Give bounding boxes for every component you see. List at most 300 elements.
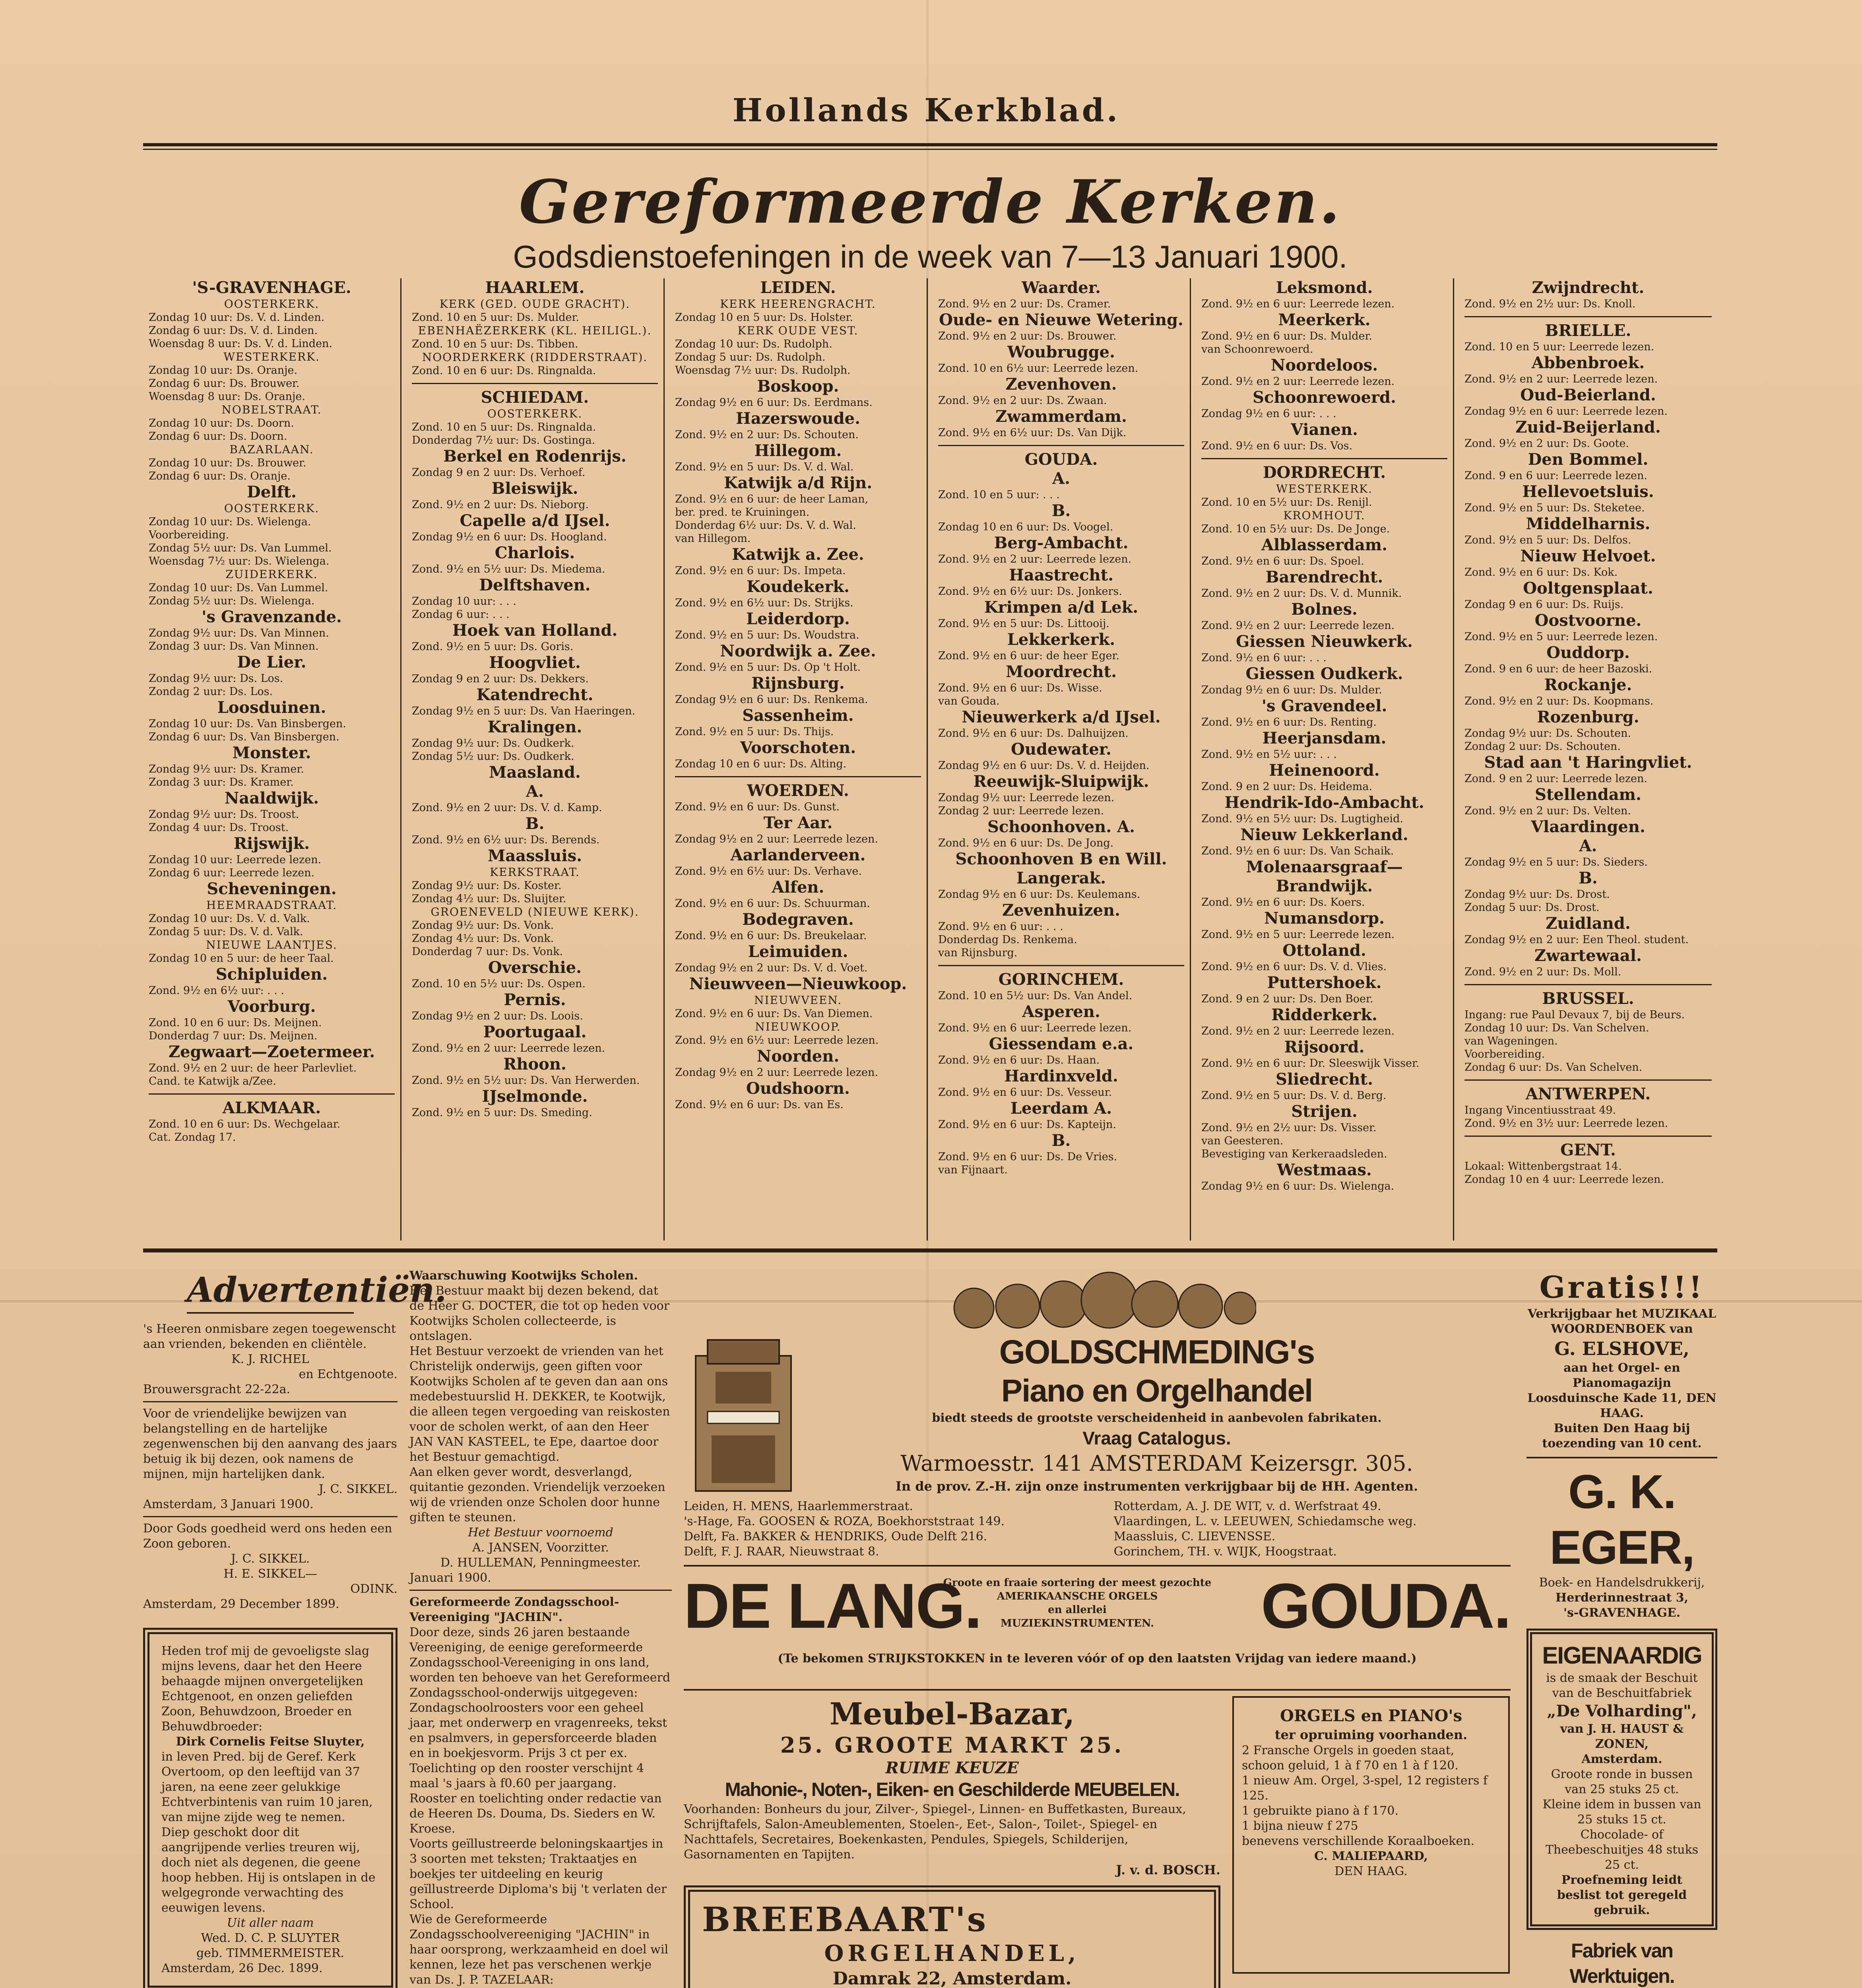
church-building: NOBELSTRAAT. [221, 403, 322, 416]
congregation-name: Zevenhoven. [1005, 375, 1117, 394]
congregation-name: 's Gravendeel. [1261, 697, 1387, 715]
service-time: Donderdag 7½ uur: Ds. Gostinga. [412, 434, 595, 447]
service-time: Donderdag Ds. Renkema. [938, 934, 1077, 946]
service-time: Zondag 9½ en 2 uur: Leerrede lezen. [675, 833, 878, 845]
church-building: KERK HEERENGRACHT. [720, 297, 876, 311]
service-time: Lokaal: Wittenbergstraat 14. [1464, 1160, 1622, 1173]
service-time: Zondag 10 uur: Ds. Van Lummel. [149, 582, 328, 594]
service-time: Zondag 10 en 5 uur: Ds. Holster. [675, 311, 853, 324]
kootwijk-warning: Waarschuwing Kootwijks Scholen. Het Bestuur maakt bij dezen bekend, dat de Heer G. DOCTER, die tot op heden voor Kootwijks Scholen collecteerde, is ontslagen. Het Bestuur verzoekt de vrienden van het Christelijk onderwijs, geen giften voor Kootwijks Scholen af te geven dan aan ons medebestuurslid H. DEKKER, te Kootwijk, die alleen tegen vergoeding van reiskosten voor de scholen werkt, of aan den Heer JAN VAN KASTEEL, te Epe, daartoe door het Bestuur gemachtigd. Aan elken gever wordt, desverlangd, quitantie gezonden. Vriendelijk verzoeken wij de vrienden onze Scholen door hunne giften te steunen. Het Bestuur voornoemd A. JANSEN, Voorzitter. D. HULLEMAN, Penningmeester. Januari 1900. [409, 1269, 670, 1585]
service-time: Zond. 9½ en 6 uur: Ds. Renting. [1201, 716, 1377, 728]
service-time: Zond. 9½ en 2 uur: Ds. Velten. [1464, 805, 1631, 817]
service-time: Zondag 9½ uur: Leerrede lezen. [938, 792, 1115, 804]
congregation-name: Nieuw Helvoet. [1520, 547, 1656, 565]
goldschmeding-ad: GOLDSCHMEDING's Piano en Orgelhandel biedt steeds de grootste verscheidenheid in aanbevolen fabrikaten. Vraag Catalogus. Warmoesstr. 141 AMSTERDAM Keizersgr. 305. In de prov. Z.-H. zijn onze instrumenten verkrijgbaar bij de HH. Agenten. Leiden, H. MENS, Haarlemmerstraat. 's-Hage, Fa. GOOSEN & ROZA, Boekhorststraat 149. Delft, Fa. BAKKER & HENDRIKS, Oude Delft 216. Delft, F. J. RAAR, Nieuwstraat 8. Rotterdam, A. J. DE WIT, v. d. Werfstraat 49. Vlaardingen, L. v. LEEUWEN, Schiedamsche weg. Maassluis, C. LIEVENSSE. Gorinchem, TH. v. WIJK, Hoogstraat. [684, 1268, 1511, 1559]
congregation-name: Barendrecht. [1265, 568, 1383, 586]
service-time: Zond. 9½ en 5 uur: Ds. Steketee. [1464, 502, 1645, 514]
fabriek-werktuigen-ad: Fabriek van Werktuigen. [1569, 1939, 1674, 1987]
service-time: Zond. 9½ en 2 uur: Ds. Cramer. [938, 298, 1111, 310]
service-time: Zond. 9½ en 2 uur: Ds. Goote. [1464, 437, 1629, 450]
congregation-name: Zegwaart—Zoetermeer. [168, 1043, 375, 1061]
congregation-name: Zwammerdam. [995, 407, 1127, 426]
service-time: Zond. 9½ en 6 uur: Ds. Breukelaar. [675, 930, 867, 942]
service-time: Zond. 9 en 2 uur: Ds. Heidema. [1201, 780, 1373, 793]
service-time: Zondag 2 uur: Ds. Schouten. [1464, 740, 1621, 753]
service-time: Zondag 3 uur: Ds. Van Minnen. [149, 640, 319, 652]
service-time: Zond. 9½ en 6½ uur: Ds. Jonkers. [938, 585, 1122, 598]
congregation-name: Nieuwveen—Nieuwkoop. [689, 975, 907, 993]
service-time: Zondag 5 uur: Ds. Rudolph. [675, 351, 826, 363]
service-time: Zondag 6 uur: Ds. Van Binsbergen. [149, 731, 339, 743]
service-time: Zondag 9½ uur: Ds. Troost. [149, 808, 299, 821]
service-time: Zond. 9½ en 6 uur: Leerrede lezen. [938, 1022, 1132, 1034]
richel-greeting: 's Heeren onmisbare zegen toegewenscht aan vrienden, bekenden en cliëntèle. K. J. RICHEL en Echtgenoote. Brouwersgracht 22-22a. [143, 1322, 398, 1396]
congregation-name: B. [525, 814, 545, 833]
service-time: Zond. 9½ en 6 uur: Ds. V. d. Vlies. [1201, 961, 1387, 973]
congregation-name: Schoonrewoerd. [1253, 388, 1396, 407]
service-time: Zondag 9½ uur: Ds. Koster. [412, 879, 562, 892]
section-divider [1464, 316, 1712, 317]
congregation-name: Molenaarsgraaf—Brandwijk. [1246, 858, 1403, 895]
congregation-name: Loosduinen. [217, 698, 326, 717]
congregation-name: Rijswijk. [233, 834, 310, 853]
congregation-name: Vlaardingen. [1531, 817, 1645, 836]
church-building: GROENEVELD (NIEUWE KERK). [431, 905, 639, 918]
service-time: Ingang: rue Paul Devaux 7, bij de Beurs. [1464, 1009, 1685, 1021]
service-time: Zondag 10 uur: Ds. V. d. Valk. [149, 912, 310, 925]
service-time: Zond. 9½ en 6 uur: Ds. De Vries. [938, 1151, 1117, 1163]
section-divider [938, 445, 1184, 446]
service-time: Zond. 9½ en 6½ uur: . . . [149, 984, 284, 997]
congregation-name: Zwartewaal. [1534, 946, 1642, 965]
service-time: Zondag 9½ en 6 uur: Ds. Renkema. [675, 693, 868, 706]
congregation-name: Heerjansdam. [1262, 729, 1387, 747]
section-divider [149, 1093, 395, 1095]
service-time: Zond. 10 en 6 uur: Ds. Meijnen. [149, 1017, 322, 1029]
congregation-name: Sassenheim. [742, 706, 854, 725]
congregation-name: A. [526, 782, 544, 801]
congregation-name: Hardinxveld. [1004, 1067, 1118, 1085]
service-time: Zondag 9½ en 6 uur: . . . [1201, 408, 1336, 420]
service-time: Zond. 9 en 2 uur: Ds. Den Boer. [1201, 993, 1373, 1005]
congregation-name: Katwijk a/d Rijn. [723, 474, 873, 492]
service-time: Zondag 5 uur: Ds. Drost. [1464, 901, 1600, 914]
congregation-name: Katendrecht. [476, 685, 594, 704]
service-time: Zondag 5 uur: Ds. V. d. Valk. [149, 926, 303, 938]
service-time: Zondag 6 uur: Ds. Brouwer. [149, 377, 300, 390]
congregation-name: Reeuwijk-Sluipwijk. [973, 772, 1149, 791]
service-time: Zond. 9½ en 5 uur: Ds. V. d. Wal. [675, 461, 854, 473]
advertisements-heading: Advertentiën. [187, 1268, 354, 1314]
service-time: Zond. 9½ en 2 uur: Ds. Zwaan. [938, 394, 1107, 407]
page-title: Gereformeerde Kerken. [519, 167, 1342, 237]
service-time: Zondag 9½ uur: Ds. Van Minnen. [149, 627, 329, 639]
ads-divider [143, 1248, 1717, 1252]
congregation-name: Oudshoorn. [746, 1079, 850, 1098]
congregation-name: Zuid-Beijerland. [1515, 418, 1661, 437]
congregation-name: Naaldwijk. [224, 789, 319, 808]
service-time: Zond. 9½ en 6 uur: Ds. Kok. [1464, 566, 1618, 579]
congregation-name: ALKMAAR. [222, 1099, 321, 1117]
service-time: Zond. 9½ en 5 uur: Ds. Thijs. [675, 726, 834, 738]
congregation-name: Schoonhoven. A. [987, 817, 1135, 836]
congregation-name: Nieuwerkerk a/d IJsel. [962, 708, 1161, 726]
service-time: Zondag 10 uur: Ds. Wielenga. [149, 516, 311, 528]
service-time: Zond. 10 en 5 uur: Ds. Mulder. [412, 311, 579, 324]
service-time: Bevestiging van Kerkeraadsleden. [1201, 1148, 1387, 1160]
service-time: Zond. 9½ en 6 uur: Ds. Schuurman. [675, 897, 870, 910]
sikkel-birth: Door Gods goedheid werd ons heden een Zoon geboren. J. C. SIKKEL. H. E. SIKKEL— ODINK. Amsterdam, 29 December 1899. [143, 1522, 398, 1611]
sluyter-obituary: Heden trof mij de gevoeligste slag mijns levens, daar het den Heere behaagde mijnen onvergetelijken Echtgenoot, en onzen geliefden Zoon, Behuwdzoon, Broeder en Behuwdbroeder: Dirk Cornelis Feitse Sluyter, in leven Pred. bij de Geref. Kerk Overtoom, op den leeftijd van 37 jaren, na eene zeer gelukkige Echtverbintenis van ruim 10 jaren, van mijne zijde weg te nemen. Diep geschokt door dit aangrijpende verlies treuren wij, doch niet als degenen, die geene hoop hebben. Hij is ontslapen in de welgegronde verwachting des eeuwigen levens. Uit aller naam Wed. D. C. P. SLUYTER geb. TIMMERMEISTER. Amsterdam, 26 Dec. 1899. [143, 1628, 398, 1988]
service-time: Zond. 9½ en 6 uur: Ds. Wisse. [938, 682, 1102, 694]
congregation-name: B. [1051, 501, 1071, 520]
service-time: Zond. 9½ en 6 uur: Ds. Mulder. [1201, 330, 1372, 342]
congregation-name: Rijsoord. [1284, 1038, 1365, 1056]
congregation-name: Schoonhoven B en Will. [955, 850, 1167, 868]
service-time: Zondag 5½ uur: Ds. Oudkerk. [412, 750, 574, 763]
service-time: Zond. 9½ en 6 uur: Ds. De Jong. [938, 837, 1114, 849]
service-time: Zond. 9½ en 6 uur: Ds. Gunst. [675, 801, 840, 813]
church-building: NIEUWVEEN. [754, 994, 842, 1007]
section-divider [1464, 1079, 1712, 1081]
service-time: Zond. 9½ en 6½ uur: Leerrede lezen. [675, 1034, 879, 1046]
congregation-name: Sliedrecht. [1275, 1070, 1373, 1089]
church-building: OOSTERKERK. [487, 407, 583, 420]
service-time: Zondag 9½ en 6 uur: Ds. Eerdmans. [675, 396, 873, 409]
service-time: Zondag 10 uur: Ds. V. d. Linden. [149, 311, 325, 324]
service-time: Zond. 9½ en 6 uur: . . . [1201, 652, 1327, 664]
service-time: Zondag 10 uur: Ds. Van Binsbergen. [149, 718, 346, 730]
congregation-name: GORINCHEM. [998, 970, 1124, 989]
service-time: Zondag 10 uur: Ds. Oranje. [149, 364, 298, 377]
congregation-name: Abbenbroek. [1531, 353, 1645, 372]
congregation-name: Waarder. [1021, 278, 1101, 297]
congregation-name: Voorschoten. [740, 738, 856, 757]
congregation-name: Middelharnis. [1526, 514, 1651, 533]
service-time: van Rijnsburg. [938, 947, 1018, 959]
church-building: OOSTERKERK. [224, 297, 320, 311]
congregation-name: Charlois. [495, 544, 575, 562]
service-time: Zond. 9½ en 6 uur: Dr. Sleeswijk Visser. [1201, 1057, 1420, 1070]
service-time: Zond. 9 en 6 uur: Leerrede lezen. [1464, 470, 1648, 482]
church-building: NIEUWKOOP. [755, 1020, 841, 1033]
service-time: Zondag 10 uur: . . . [412, 595, 516, 608]
service-time: Voorbereiding. [149, 529, 229, 541]
congregation-name: Woubrugge. [1007, 343, 1115, 361]
service-time: Zond. 9 en 6 uur: de heer Bazoski. [1464, 663, 1653, 675]
congregation-name: Alblasserdam. [1261, 536, 1387, 554]
congregation-name: De Lier. [237, 653, 306, 672]
congregation-name: Zuidland. [1546, 914, 1631, 933]
service-time: Zond. 9½ en 2 uur: Ds. V. d. Kamp. [412, 802, 602, 814]
congregation-name: Delftshaven. [479, 576, 591, 594]
service-time: Zondag 6 uur: Ds. Doorn. [149, 430, 287, 443]
eger-ad: G. K. EGER, Boek- en Handelsdrukkerij, Herderinnestraat 3, 's-GRAVENHAGE. [1539, 1465, 1705, 1620]
services-column [933, 278, 1191, 1241]
congregation-name: Strijen. [1291, 1102, 1358, 1121]
congregation-name: Rockanje. [1544, 676, 1632, 694]
church-building: HEEMRAADSTRAAT. [206, 899, 337, 912]
congregation-name: Leiderdorp. [746, 610, 850, 628]
congregation-name: BRIELLE. [1545, 321, 1631, 340]
service-time: Zondag 6 uur: Ds. V. d. Linden. [149, 324, 318, 337]
service-time: Zond. 9½ en 6 uur: Ds. Van Schaik. [1201, 845, 1394, 857]
service-time: Zond. 9½ en 5 uur: Ds. Woudstra. [675, 629, 859, 641]
services-columns [143, 278, 1717, 1241]
service-time: Zond. 9½ en 2 uur: Ds. V. d. Munnik. [1201, 587, 1402, 600]
breebaart-ad: BREEBAART's ORGELHANDEL, Damrak 22, Amsterdam. [684, 1885, 1220, 1988]
service-time: Zond. 9½ en 6½ uur: Ds. Berends. [412, 834, 600, 846]
service-time: Zondag 5½ uur: Ds. Wielenga. [149, 595, 315, 607]
congregation-name: Ter Aar. [763, 813, 833, 832]
service-time: Zond. 9½ en 6 uur: Ds. Haan. [938, 1054, 1100, 1066]
congregation-name: Schipluiden. [215, 965, 328, 984]
service-time: Zondag 9½ uur: Ds. Kramer. [149, 763, 304, 775]
service-time: Zond. 9½ en 5½ uur: Ds. Lugtigheid. [1201, 813, 1403, 825]
service-time: Zondag 5½ uur: Ds. Van Lummel. [149, 542, 332, 554]
congregation-name: WOERDEN. [747, 781, 849, 800]
service-time: Zondag 9½ uur: Ds. Los. [149, 672, 283, 685]
service-time: Zond. 9½ en 2 uur: Ds. Schouten. [675, 429, 859, 441]
service-time: Donderdag 7 uur: Ds. Meijnen. [149, 1030, 318, 1042]
service-time: Zondag 9½ uur: Ds. Oudkerk. [412, 737, 574, 749]
service-time: Zond. 9½ en 2 uur: Leerrede lezen. [1201, 375, 1395, 388]
service-time: van Geesteren. [1201, 1135, 1284, 1147]
congregation-name: Stellendam. [1535, 785, 1641, 804]
service-time: van Wageningen. [1464, 1035, 1558, 1047]
service-time: Zond. 9½ en 6 uur: Ds. Dalhuijzen. [938, 727, 1129, 740]
congregation-name: Alfen. [772, 878, 824, 897]
congregation-name: Hillegom. [754, 441, 842, 460]
service-time: Donderdag 6½ uur: Ds. V. d. Wal. [675, 519, 856, 532]
service-time: Zond. 9½ en 2 uur: Leerrede lezen. [1201, 619, 1395, 632]
service-time: Zondag 10 en 4 uur: Leerrede lezen. [1464, 1173, 1664, 1186]
service-time: Zond. 9½ en 6½ uur: Ds. Van Dijk. [938, 427, 1127, 439]
service-time: Zondag 10 en 5 uur: de heer Taal. [149, 952, 334, 965]
church-building: OOSTERKERK. [224, 502, 320, 515]
congregation-name: A. [1579, 837, 1597, 855]
service-time: Ingang Vincentiusstraat 49. [1464, 1104, 1616, 1116]
congregation-name: GOUDA. [1024, 450, 1098, 469]
congregation-name: Berg-Ambacht. [994, 534, 1129, 552]
services-column [406, 278, 665, 1241]
congregation-name: Overschie. [488, 958, 582, 977]
congregation-name: Noorden. [756, 1047, 840, 1066]
congregation-name: Kralingen. [487, 718, 582, 736]
congregation-name: Rijnsburg. [751, 674, 845, 693]
service-time: Zond. 9½ en 6 uur: Leerrede lezen. [1201, 298, 1395, 310]
congregation-name: Rhoon. [503, 1055, 566, 1074]
service-time: Zond. 9½ en 6 uur: Ds. Impeta. [675, 565, 846, 577]
church-building: KROMHOUT. [1283, 509, 1365, 522]
congregation-name: Ooltgensplaat. [1523, 579, 1653, 598]
congregation-name: Bleiswijk. [491, 479, 578, 498]
congregation-name: Zevenhuizen. [1002, 901, 1120, 920]
service-time: Woensdag 7½ uur: Ds. Rudolph. [675, 364, 851, 377]
service-time: Zondag 9½ en 6 uur: Ds. Mulder. [1201, 684, 1382, 696]
service-time: van Gouda. [938, 695, 1000, 707]
congregation-name: Hellevoetsluis. [1522, 482, 1654, 501]
congregation-name: LEIDEN. [760, 278, 836, 297]
section-divider [938, 965, 1184, 966]
page-subtitle: Godsdienstoefeningen in de week van 7—13 Januari 1900. [513, 239, 1348, 274]
congregation-name: A. [1052, 469, 1070, 488]
service-time: Zondag 9½ uur: Ds. Vonk. [412, 919, 554, 932]
congregation-name: Bolnes. [1291, 600, 1358, 619]
congregation-name: Oud-Beierland. [1520, 386, 1656, 404]
congregation-name: DORDRECHT. [1263, 463, 1386, 482]
ads-column-right [1526, 1268, 1717, 1988]
congregation-name: ANTWERPEN. [1525, 1085, 1651, 1103]
service-time: Zond. 9½ en 5½ uur: . . . [1201, 748, 1337, 761]
service-time: Zond. 9½ en 2½ uur: Ds. Visser. [1201, 1122, 1377, 1134]
masthead-rule-thin [143, 149, 1717, 150]
service-time: Zondag 9½ en 2 uur: Ds. Loois. [412, 1010, 583, 1022]
section-divider [1464, 984, 1712, 985]
church-building: NOORDERKERK (RIDDERSTRAAT). [422, 351, 648, 364]
service-time: Zondag 9½ en 6 uur: Ds. Keulemans. [938, 888, 1140, 901]
service-time: Zond. 9½ en 5 uur: Ds. Delfos. [1464, 534, 1631, 546]
service-time: Zondag 9 en 6 uur: Ds. Ruijs. [1464, 598, 1624, 611]
service-time: Zond. 9½ en 2 uur: Leerrede lezen. [938, 553, 1132, 565]
service-time: Zond. 10 en 5 uur: . . . [938, 489, 1060, 501]
service-time: Zondag 6 uur: Leerrede lezen. [149, 867, 315, 879]
service-time: van Schoonrewoerd. [1201, 343, 1313, 355]
service-time: Zond. 10 en 5½ uur: Ds. Renijl. [1201, 496, 1372, 509]
congregation-name: Maasland. [489, 763, 581, 782]
service-time: Zondag 9½ en 2 uur: Leerrede lezen. [675, 1066, 878, 1079]
congregation-name: Leksmond. [1276, 278, 1373, 297]
service-time: Zond. 9½ en 5½ uur: Ds. Van Herwerden. [412, 1074, 640, 1087]
service-time: Zond. 9½ en 6 uur: Ds. Koers. [1201, 896, 1365, 909]
service-time: Zond. 9½ en 5½ uur: Ds. Miedema. [412, 563, 605, 575]
congregation-name: Bodegraven. [742, 910, 854, 929]
service-time: Zondag 9½ en 6 uur: Ds. Hoogland. [412, 531, 607, 543]
service-time: Donderdag 7 uur: Ds. Vonk. [412, 945, 563, 958]
sikkel-thanks: Voor de vriendelijke bewijzen van belangstelling en de hartelijke zegenwenschen bij den aanvang des jaars betuig ik bij dezen, ook namens de mijnen, mijn hartelijken dank. J. C. SIKKEL. Amsterdam, 3 Januari 1900. [143, 1407, 398, 1511]
service-time: Zondag 9½ en 5 uur: Ds. Sieders. [1464, 856, 1648, 868]
service-time: Zond. 9½ en 6 uur: . . . [938, 920, 1063, 933]
congregation-name: Giessendam e.a. [989, 1035, 1134, 1053]
congregation-name: Stad aan 't Haringvliet. [1484, 753, 1692, 772]
service-time: Zond. 9½ en 6 uur: Ds. Van Diemen. [675, 1008, 873, 1020]
services-column [1459, 278, 1717, 1241]
service-time: Cand. te Katwijk a/Zee. [149, 1075, 276, 1087]
service-time: Zondag 9½ en 5 uur: Ds. Van Haeringen. [412, 705, 636, 717]
service-time: Zond. 9½ en 6 uur: Ds. Vesseur. [938, 1086, 1112, 1099]
service-time: Zond. 10 en 5 uur: Ds. Ringnalda. [412, 421, 596, 433]
service-time: ber. pred. te Kruiningen. [675, 506, 810, 518]
congregation-name: IJselmonde. [482, 1087, 588, 1106]
church-building: NIEUWE LAANTJES. [206, 938, 337, 951]
service-time: Zondag 9½ uur: Ds. Drost. [1464, 888, 1610, 901]
congregation-name: Krimpen a/d Lek. [984, 598, 1139, 617]
congregation-name: Scheveningen. [207, 879, 337, 898]
church-building: KERK (GED. OUDE GRACHT). [439, 297, 630, 311]
congregation-name: Hazerswoude. [735, 409, 860, 428]
church-building: EBENHAËZERKERK (KL. HEILIGL.). [418, 324, 652, 337]
service-time: Zondag 10 uur: Ds. Rudolph. [675, 338, 832, 350]
congregation-name: Zwijndrecht. [1532, 278, 1645, 297]
service-time: Zondag 6 uur: . . . [412, 608, 510, 621]
service-time: Zondag 4½ uur: Ds. Vonk. [412, 932, 554, 945]
service-time: Zond. 9½ en 6½ uur: Ds. Verhave. [675, 865, 862, 878]
service-time: Zondag 9 en 2 uur: Ds. Verhoef. [412, 466, 586, 479]
congregation-name: Berkel en Rodenrijs. [443, 447, 626, 466]
delang-ad: DE LANG. Groote en fraaie sortering der meest gezochte AMERIKAANSCHE ORGELS en allerlei MUZIEKINSTRUMENTEN. GOUDA. (Te bekomen STRIJKSTOKKEN in te leveren vóór of op den laatsten Vrijdag van iedere maand.) [684, 1570, 1511, 1666]
service-time: Zond. 9½ en 5 uur: Ds. V. d. Berg. [1201, 1089, 1387, 1102]
service-time: Zond. 9½ en 2 uur: Ds. Moll. [1464, 966, 1621, 978]
congregation-name: Delft. [247, 483, 297, 501]
congregation-name: B. [1579, 869, 1598, 887]
service-time: Voorbereiding. [1464, 1048, 1545, 1060]
service-time: Zond. 9½ en 5 uur: Ds. Littooij. [938, 617, 1109, 630]
congregation-name: Hoek van Holland. [452, 621, 618, 640]
service-time: Zond. 9½ en 2 uur: Ds. Koopmans. [1464, 695, 1654, 707]
congregation-name: 'S-GRAVENHAGE. [192, 278, 351, 297]
service-time: Zondag 3 uur: Ds. Kramer. [149, 776, 294, 788]
service-time: van Fijnaart. [938, 1164, 1008, 1176]
orgels-ad: ORGELS en PIANO's ter opruiming voorhanden. 2 Fransche Orgels in goeden staat, schoon geluid, 1 à f 70 en 1 à f 120. 1 nieuw Am. Orgel, 3-spel, 12 registers f 125. 1 gebruikte piano à f 170. 1 bijna nieuw f 275 benevens verschillende Koraalboeken. C. MALIEPAARD, DEN HAAG. [1232, 1696, 1510, 1974]
congregation-name: Noordeloos. [1270, 356, 1378, 375]
congregation-name: Hoogvliet. [489, 653, 581, 672]
congregation-name: Voorburg. [227, 997, 316, 1016]
service-time: Zondag 10 uur: Ds. Brouwer. [149, 457, 306, 469]
service-time: Zond. 10 en 6 uur: Ds. Ringnalda. [412, 365, 596, 377]
service-time: Zondag 9½ uur: Ds. Schouten. [1464, 727, 1631, 740]
congregation-name: Westmaas. [1277, 1161, 1372, 1179]
service-time: Zond. 9½ en 2 uur: Leerrede lezen. [412, 1042, 605, 1054]
congregation-name: SCHIEDAM. [481, 388, 589, 407]
service-time: Zond. 9½ en 3½ uur: Leerrede lezen. [1464, 1117, 1668, 1130]
meubel-bazar-ad: Meubel-Bazar, 25. GROOTE MARKT 25. RUIME KEUZE Mahonie-, Noten-, Eiken- en Geschilderde MEUBELEN. Voorhanden: Bonheurs du jour, Zilver-, Spiegel-, Linnen- en Buffetkasten, Bureaux, Schrijftafels, Salon-Ameublementen, Stoelen-, Eet-, Salon-, Toilet-, Spiegel- en Nachttafels, Secretaires, Boekenkasten, Pendules, Spiegels, Schilderijen, Gasornamenten en Tapijten. J. v. d. BOSCH. [684, 1696, 1220, 1877]
section-divider [1464, 1136, 1712, 1137]
service-time: Cat. Zondag 17. [149, 1131, 236, 1143]
congregation-name: Monster. [232, 744, 311, 762]
church-building: KERKSTRAAT. [490, 866, 580, 879]
congregation-name: Oostvoorne. [1534, 611, 1642, 630]
congregation-name: Hendrik-Ido-Ambacht. [1224, 793, 1424, 812]
section-divider [1201, 458, 1447, 459]
congregation-name: Maassluis. [487, 846, 582, 865]
service-time: Zondag 10 uur: Ds. Doorn. [149, 417, 294, 429]
service-time: Zondag 9½ en 2 uur: Ds. V. d. Voet. [675, 962, 868, 974]
congregation-name: Den Bommel. [1528, 450, 1649, 469]
gratis-ad: Gratis!!! Verkrijgbaar het MUZIKAAL WOORDENBOEK van G. ELSHOVE, aan het Orgel- en Pianomagazijn Loosduinsche Kade 11, DEN HAAG. Buiten Den Haag bij toezending van 10 cent. [1527, 1270, 1717, 1450]
service-time: Zond. 9½ en 2 uur: Ds. Nieborg. [412, 499, 589, 511]
congregation-name: Oudewater. [1011, 740, 1111, 759]
congregation-name: BRUSSEL. [1542, 989, 1634, 1008]
congregation-name: Giessen Nieuwkerk. [1236, 632, 1413, 651]
church-building: WESTERKERK. [223, 350, 320, 363]
service-time: Zondag 9½ en 2 uur: Een Theol. student. [1464, 934, 1689, 946]
congregation-name: Ottoland. [1282, 941, 1366, 960]
masthead-rule [143, 143, 1717, 146]
congregation-name: Asperen. [1022, 1002, 1100, 1021]
congregation-name: Lekkerkerk. [1007, 630, 1115, 649]
service-time: Zondag 9½ en 6 uur: Leerrede lezen. [1464, 405, 1668, 417]
congregation-name: Moordrecht. [1005, 662, 1117, 681]
service-time: Zond. 9½ en 2½ uur: Ds. Knoll. [1464, 298, 1636, 310]
service-time: Zond. 9½ en 5 uur: Ds. Goris. [412, 641, 574, 653]
service-time: Zond. 9½ en 5 uur: Leerrede lezen. [1464, 631, 1658, 643]
ads-column-center [684, 1268, 1511, 1988]
service-time: Zondag 10 uur: Ds. Van Schelven. [1464, 1022, 1649, 1034]
congregation-name: Haastrecht. [1009, 566, 1113, 584]
congregation-name: Pernis. [504, 990, 566, 1009]
church-building: BAZARLAAN. [229, 443, 314, 456]
service-time: Zond. 9½ en 2 uur: de heer Parlevliet. [149, 1062, 357, 1074]
